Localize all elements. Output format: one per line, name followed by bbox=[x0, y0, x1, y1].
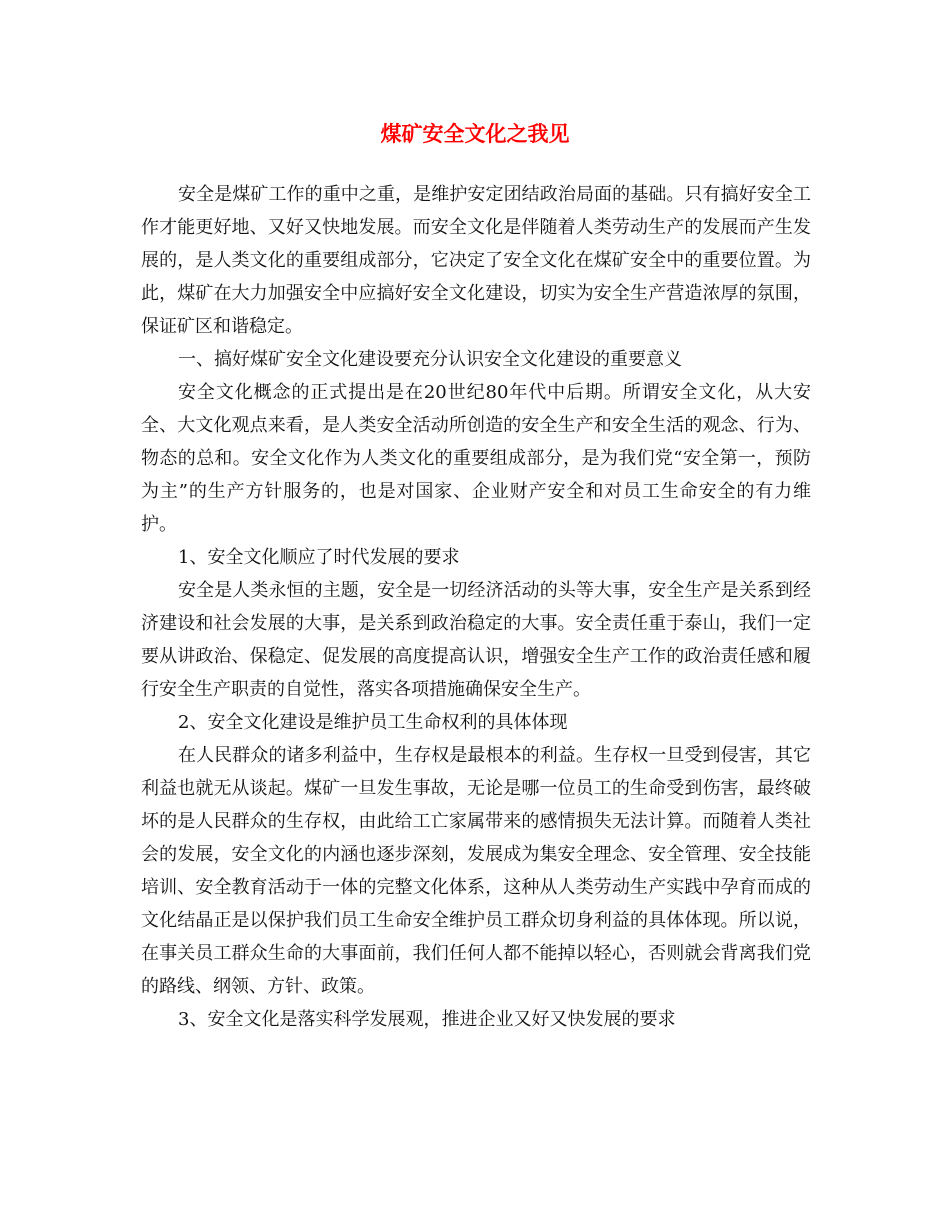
subheading-1: 1、安全文化顺应了时代发展的要求 bbox=[178, 547, 460, 568]
paragraph-intro: 安全是煤矿工作的重中之重，是维护安定团结政治局面的基础。只有搞好安全工作才能更好地、又好又快地发展。而安全文化是伴随着人类劳动生产的发展而产生发展的，是人类文化的重要组成部分，它决定了安全文化在煤矿安全中的重要位置。为此，煤矿在大力加强安全中应搞好安全文化建设，切实为安全生产营造浓厚的氛围，保证矿区和谐稳定。 bbox=[141, 184, 811, 337]
subheading-3: 3、安全文化是落实科学发展观，推进企业又好又快发展的要求 bbox=[178, 1009, 676, 1030]
document-title: 煤矿安全文化之我见 bbox=[380, 122, 570, 146]
paragraph-era: 安全是人类永恒的主题，安全是一切经济活动的头等大事，安全生产是关系到经济建设和社会发展的大事，是关系到政治稳定的大事。安全责任重于泰山，我们一定要从讲政治、保稳定、促发展的高度提高认识，增强安全生产工作的政治责任感和履行安全生产职责的自觉性，落实各项措施确保安全生产。 bbox=[141, 580, 811, 700]
paragraph-rights: 在人民群众的诸多利益中，生存权是最根本的利益。生存权一旦受到侵害，其它利益也就无从谈起。煤矿一旦发生事故，无论是哪一位员工的生命受到伤害，最终破坏的是人民群众的生存权，由此给工亡家属带来的感情损失无法计算。而随着人类社会的发展，安全文化的内涵也逐步深刻，发展成为集安全理念、安全管理、安全技能培训、安全教育活动于一体的完整文化体系，这种从人类劳动生产实践中孕育而成的文化结晶正是以保护我们员工生命安全维护员工群众切身利益的具体体现。所以说，在事关员工群众生命的大事面前，我们任何人都不能掉以轻心，否则就会背离我们党的路线、纲领、方针、政策。 bbox=[141, 745, 811, 997]
subheading-2: 2、安全文化建设是维护员工生命权利的具体体现 bbox=[178, 712, 568, 733]
paragraph-concept: 安全文化概念的正式提出是在20世纪80年代中后期。所谓安全文化，从大安全、大文化观点来看，是人类安全活动所创造的安全生产和安全生活的观念、行为、物态的总和。安全文化作为人类文化的重要组成部分，是为我们党“安全第一，预防为主”的生产方针服务的，也是对国家、企业财产安全和对员工生命安全的有力维护。 bbox=[141, 382, 811, 535]
document-body bbox=[141, 178, 811, 1036]
section-heading-1: 一、搞好煤矿安全文化建设要充分认识安全文化建设的重要意义 bbox=[178, 349, 682, 370]
